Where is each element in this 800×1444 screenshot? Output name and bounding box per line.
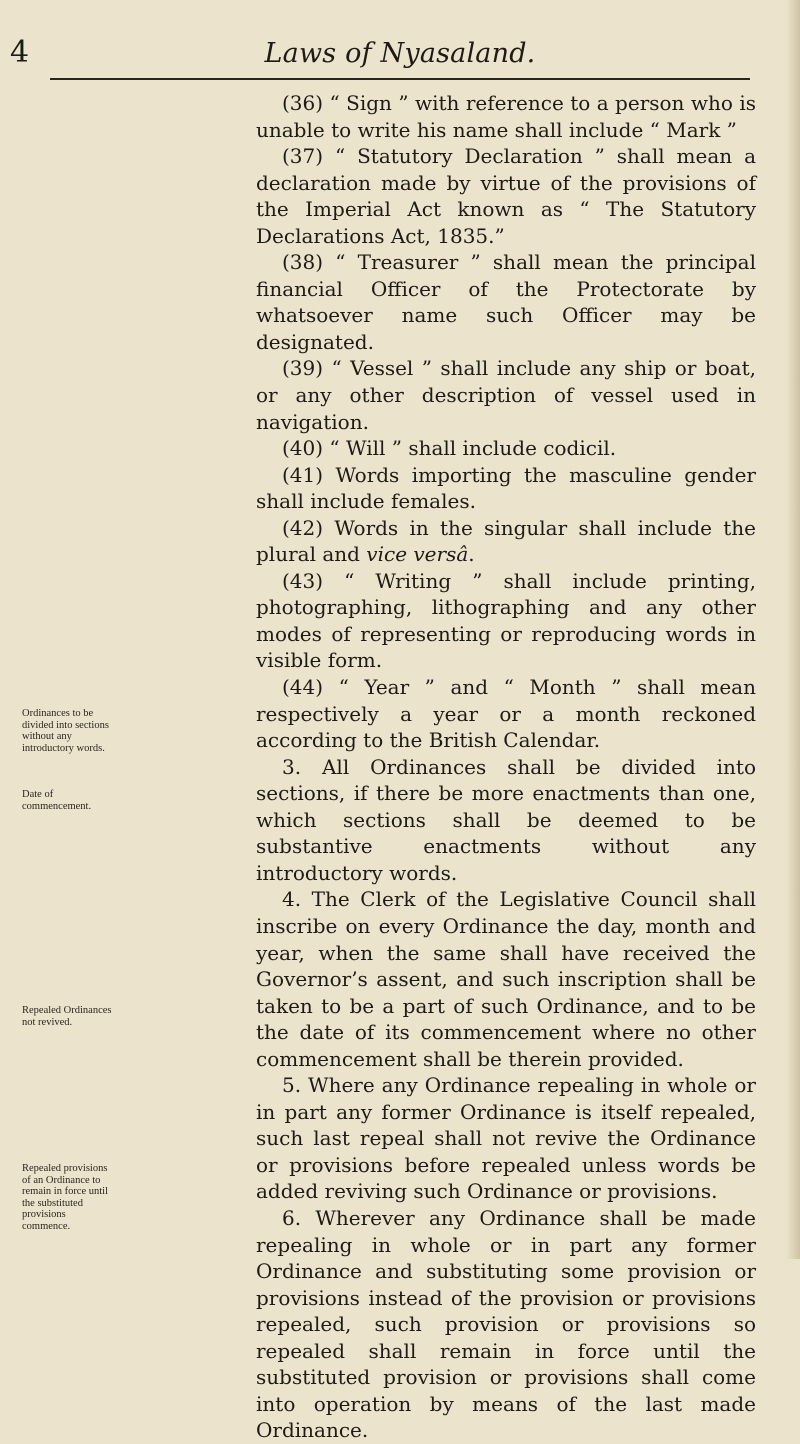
main-text: [256, 90, 756, 1444]
definition-38: (38) “ Treasurer ” shall mean the principal financial Officer of the Protectorate by whatsoever name such Officer may be designated.: [256, 250, 756, 354]
section-4: 4. The Clerk of the Legislative Council shall inscribe on every Ordinance the day, month and year, when the same shall have received the Governor’s assent, and such inscription shall be taken to be a part of such Ordinance, and to be the date of its commencement where no other commencement shall be therein provided.: [256, 887, 756, 1071]
definition-43: (43) “ Writing ” shall include printing, photographing, lithographing and any other modes of representing or reproducing words in visible form.: [256, 568, 756, 673]
definition-39: (39) “ Vessel ” shall include any ship or boat, or any other description of vessel used in navigation.: [256, 356, 756, 434]
margin-note-section-4: Date of commencement.: [22, 789, 92, 812]
header-rule: [50, 78, 750, 80]
margin-note-section-5: Repealed Ordinances not revived.: [22, 1005, 112, 1028]
definition-44: (44) “ Year ” and “ Month ” shall mean respectively a year or a month reckoned according to the British Calendar.: [256, 675, 756, 753]
margin-note-section-3: Ordinances to be divided into sections without any introductory words.: [22, 708, 109, 754]
definition-41: (41) Words importing the masculine gender shall include females.: [256, 462, 756, 514]
definition-36: (36) “ Sign ” with reference to a person who is unable to write his name shall include “ Mark ”: [256, 91, 756, 142]
definition-37: (37) “ Statutory Declaration ” shall mean a declaration made by virtue of the provisions of the Imperial Act known as “ The Statutory Declarations Act, 1835.”: [256, 144, 756, 248]
section-3: 3. All Ordinances shall be divided into sections, if there be more enactments than one, which sections shall be deemed to be substantive enactments without any introductory words.: [256, 754, 756, 885]
page-edge-shadow: [786, 0, 800, 1259]
section-6: 6. Wherever any Ordinance shall be made repealing in whole or in part any former Ordinance and substituting some provision or provisions instead of the provision or provisions repealed, such provision or provisions so repealed shall remain in force until the substituted provision or provisions shall come into operation by means of the last made Ordinance.: [256, 1205, 756, 1443]
definition-42: (42) Words in the singular shall include the plural and vice versâ.: [256, 515, 756, 567]
page-number: 4: [10, 35, 30, 70]
margin-note-section-6: Repealed provisions of an Ordinance to remain in force until the substituted provisions commence.: [22, 1163, 109, 1232]
definition-40: (40) “ Will ” shall include codicil.: [282, 436, 617, 461]
running-head: Laws of Nyasaland.: [264, 38, 536, 69]
section-5: 5. Where any Ordinance repealing in whole or in part any former Ordinance is itself repealed, such last repeal shall not revive the Ordinance or provisions before repealed unless words be added reviving such Ordinance or provisions.: [256, 1073, 756, 1204]
